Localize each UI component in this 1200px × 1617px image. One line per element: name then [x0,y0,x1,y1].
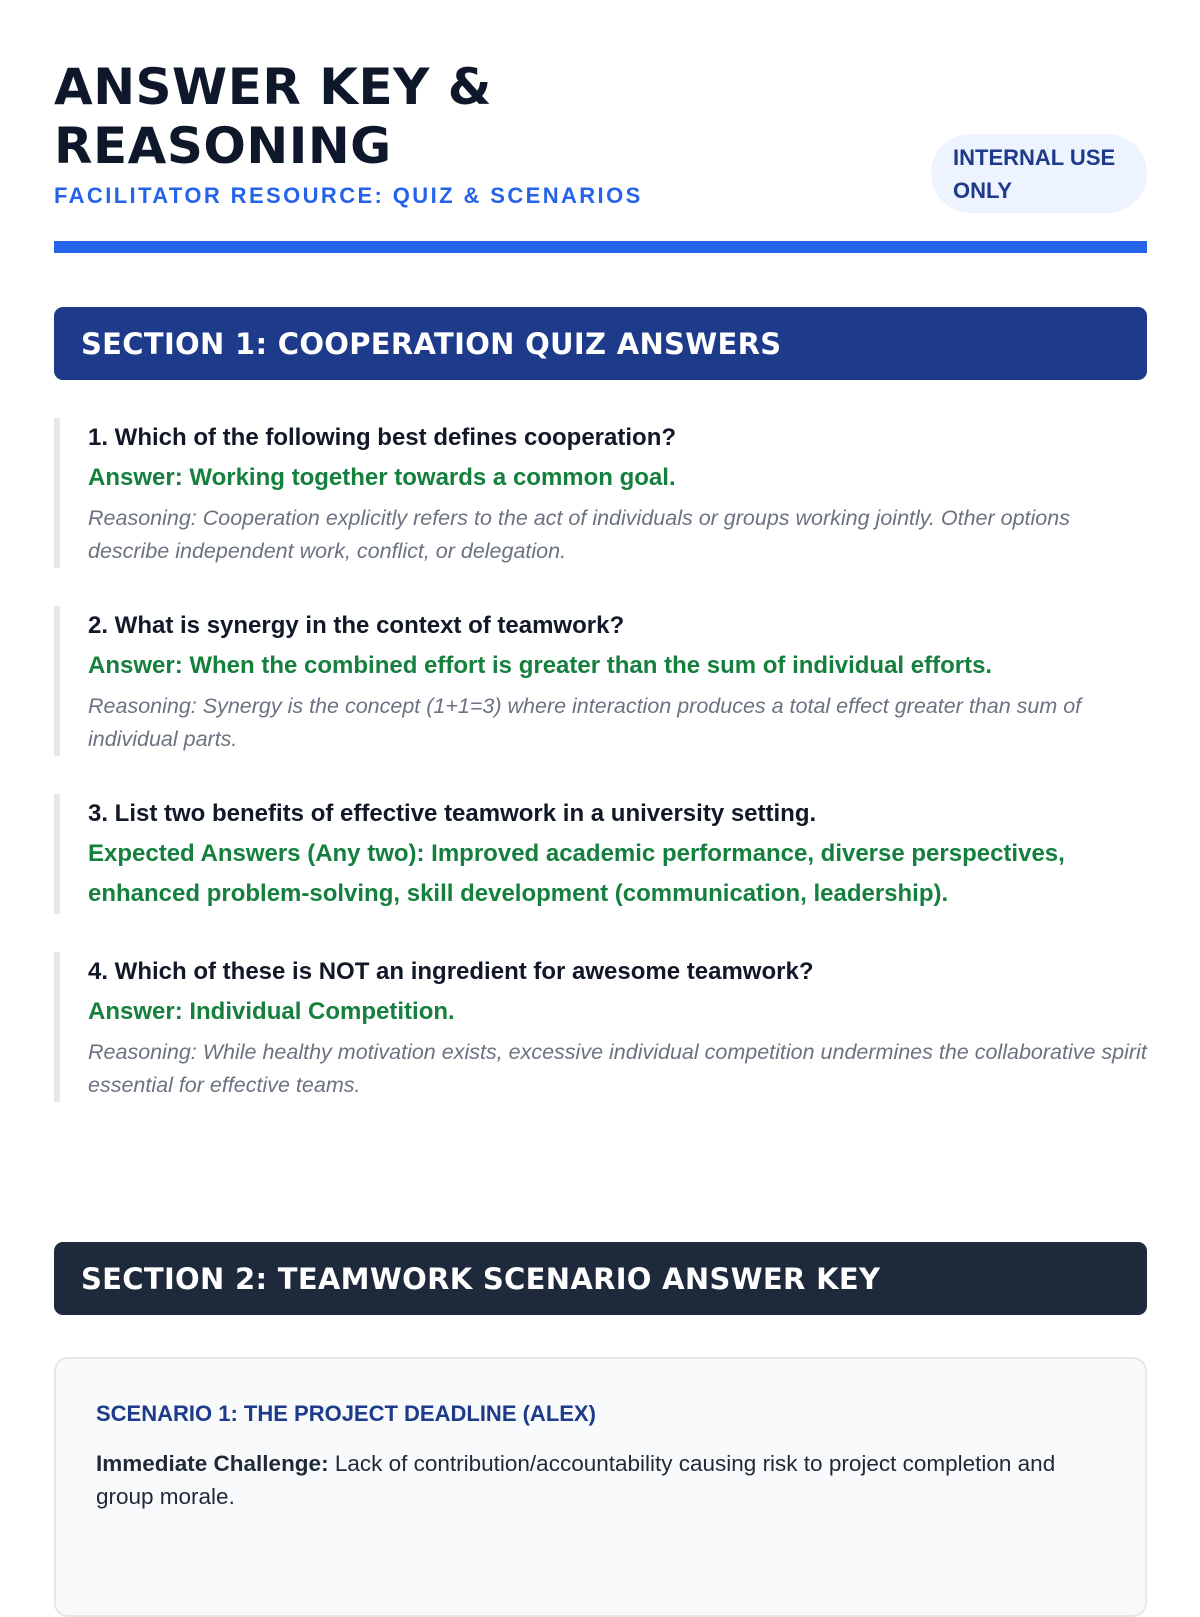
quiz-expected-answers: Expected Answers (Any two): Improved academic performance, diverse perspectives, enhanced problem-solving, skill development (communication, leadership). [88,840,1065,907]
quiz-answers-list [54,418,1147,1102]
quiz-item [54,794,1147,914]
quiz-item [54,606,1147,756]
quiz-reasoning: Reasoning: While healthy motivation exists, excessive individual competition undermines the collaborative spirit essential for effective teams. [88,1040,1147,1097]
quiz-reasoning: Reasoning: Cooperation explicitly refers to the act of individuals or groups working jointly. Other options describe independent work, conflict, or delegation. [88,506,1070,563]
header-divider [54,241,1147,253]
internal-use-badge: INTERNAL USE ONLY [931,134,1147,213]
scenario-title: SCENARIO 1: THE PROJECT DEADLINE (ALEX) [96,1401,596,1426]
page-subtitle: FACILITATOR RESOURCE: QUIZ & SCENARIOS [54,183,643,208]
answer-key-page [54,0,1147,1617]
quiz-reasoning: Reasoning: Synergy is the concept (1+1=3) where interaction produces a total effect greater than sum of individual parts. [88,694,1082,751]
page-title: ANSWER KEY & REASONING [54,58,492,175]
quiz-question: 3. List two benefits of effective teamwork in a university setting. [88,800,817,827]
page-header [54,0,1147,254]
scenario-challenge-label: Immediate Challenge: [96,1451,329,1476]
quiz-item [54,952,1147,1102]
section-2-heading: SECTION 2: TEAMWORK SCENARIO ANSWER KEY [54,1242,1147,1315]
section-1-heading: SECTION 1: COOPERATION QUIZ ANSWERS [54,307,1147,380]
scenario-challenge-text: Lack of contribution/accountability causing risk to project completion and group morale. [96,1451,1056,1509]
scenario-challenge [96,1447,1105,1513]
quiz-answer: Answer: When the combined effort is greater than the sum of individual efforts. [88,652,993,679]
quiz-answer: Answer: Working together towards a common goal. [88,464,676,491]
quiz-question: 1. Which of the following best defines cooperation? [88,424,677,451]
quiz-answer: Answer: Individual Competition. [88,998,455,1025]
quiz-question: 4. Which of these is NOT an ingredient for awesome teamwork? [88,958,814,985]
scenario-card [54,1357,1147,1617]
quiz-item [54,418,1147,568]
quiz-question: 2. What is synergy in the context of teamwork? [88,612,625,639]
